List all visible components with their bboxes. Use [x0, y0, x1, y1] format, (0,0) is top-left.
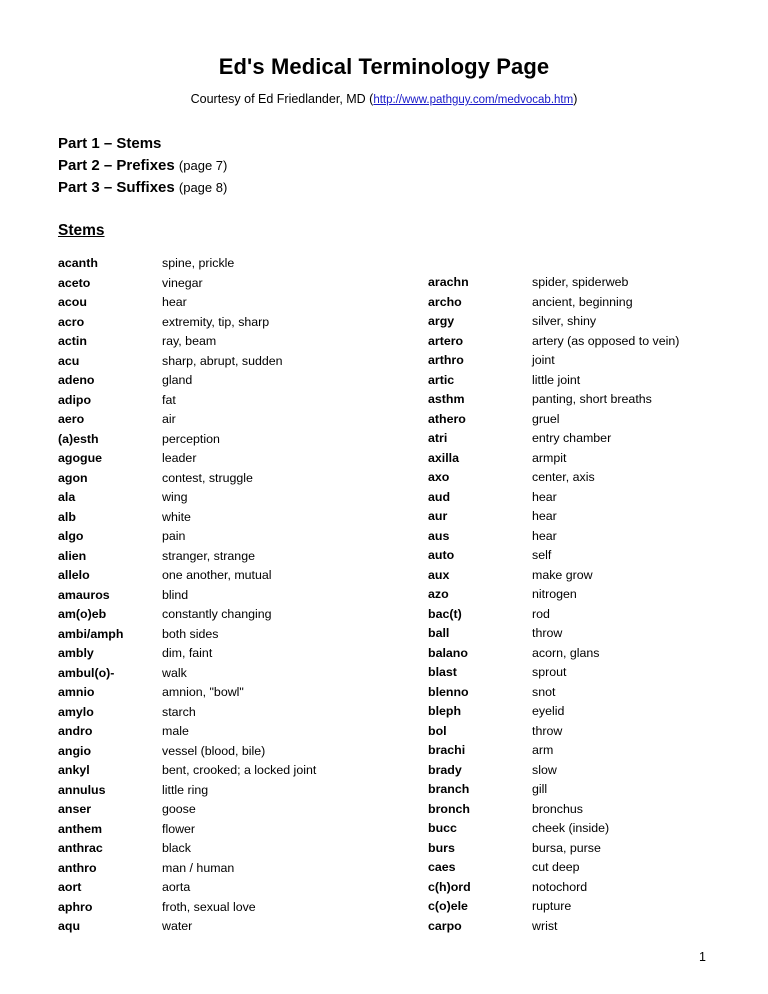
stem-term: arthro [428, 353, 464, 367]
stem-term: argy [428, 314, 455, 328]
stem-term: azo [428, 587, 449, 601]
stems-column-left [58, 254, 384, 937]
stem-entry [58, 742, 384, 762]
stem-term: alb [58, 509, 76, 524]
stem-definition: pain [162, 529, 186, 543]
stem-entry [428, 468, 710, 488]
stem-definition: make grow [532, 567, 593, 582]
stem-definition: white [162, 509, 191, 524]
stem-definition: bursa, purse [532, 840, 601, 855]
stem-definition: froth, sexual love [162, 899, 256, 914]
stem-entry [58, 527, 384, 547]
stem-entry [428, 507, 710, 527]
stem-term: (a)esth [58, 431, 99, 446]
stems-column-right [384, 254, 710, 937]
parts-list [58, 134, 710, 198]
stem-term: aqu [58, 919, 81, 933]
stem-definition: cut deep [532, 860, 580, 874]
stem-definition: black [162, 841, 191, 855]
stem-term: adeno [58, 373, 95, 387]
stem-term: aur [428, 509, 448, 523]
stem-entry [58, 703, 384, 723]
stem-term: algo [58, 529, 84, 543]
stem-term: aud [428, 489, 451, 504]
stem-definition: gruel [532, 411, 560, 426]
stem-entry [428, 410, 710, 430]
stem-term: allelo [58, 568, 90, 582]
part-item [58, 156, 710, 176]
stem-term: acanth [58, 256, 98, 270]
part-label: Part 1 – Stems [58, 135, 162, 152]
stem-term: anthem [58, 821, 103, 836]
stem-entry [58, 625, 384, 645]
stem-term: ambul(o)- [58, 665, 115, 680]
stem-term: angio [58, 743, 92, 758]
stem-definition: blind [162, 587, 189, 602]
stem-entry [428, 371, 710, 391]
stem-definition: amnion, "bowl" [162, 685, 244, 699]
stem-term: aus [428, 528, 450, 543]
stem-term: carpo [428, 918, 462, 933]
part-item [58, 178, 710, 198]
stem-definition: eyelid [532, 704, 565, 718]
stem-term: bronch [428, 801, 470, 816]
stem-term: burs [428, 840, 455, 855]
stem-definition: sharp, abrupt, sudden [162, 353, 283, 368]
stem-definition: gland [162, 373, 193, 387]
stem-entry [58, 371, 384, 391]
stem-term: ambi/amph [58, 626, 124, 641]
stem-definition: joint [532, 353, 555, 367]
stem-definition: bent, crooked; a locked joint [162, 763, 317, 777]
stem-definition: hear [532, 489, 557, 504]
stem-term: acou [58, 295, 87, 309]
stem-term: brachi [428, 743, 466, 757]
stem-definition: spider, spiderweb [532, 275, 629, 289]
stem-term: balano [428, 645, 468, 660]
stem-entry [428, 293, 710, 313]
stem-entry [428, 819, 710, 839]
stem-definition: contest, struggle [162, 470, 253, 485]
stem-definition: gill [532, 782, 548, 796]
stem-entry [58, 274, 384, 294]
stem-term: aphro [58, 899, 93, 914]
stem-entry [58, 488, 384, 508]
stem-definition: slow [532, 762, 557, 777]
stem-term: blenno [428, 684, 469, 699]
stem-entry [428, 897, 710, 917]
medvocab-link[interactable]: http://www.pathguy.com/medvocab.htm [373, 94, 574, 106]
stem-term: aort [58, 880, 82, 894]
stem-entry [58, 410, 384, 430]
stem-entry [428, 605, 710, 625]
stem-definition: little ring [162, 782, 209, 797]
stem-definition: wrist [532, 918, 558, 933]
stem-entry [58, 469, 384, 489]
stem-entry [58, 722, 384, 742]
stem-definition: bronchus [532, 801, 583, 816]
stem-definition: fat [162, 392, 176, 407]
stem-term: auto [428, 548, 455, 562]
stem-term: archo [428, 294, 462, 309]
stem-definition: stranger, strange [162, 548, 255, 563]
stem-definition: acorn, glans [532, 645, 600, 660]
stem-term: branch [428, 782, 470, 796]
stem-definition: extremity, tip, sharp [162, 314, 270, 329]
stem-definition: center, axis [532, 470, 595, 484]
stem-term: ambly [58, 646, 94, 660]
stem-definition: goose [162, 802, 196, 816]
stem-term: bac(t) [428, 606, 462, 621]
stem-entry [58, 683, 384, 703]
stem-definition: nitrogen [532, 587, 577, 601]
stem-entry [428, 741, 710, 761]
stem-definition: constantly changing [162, 607, 272, 621]
stem-term: anthro [58, 860, 97, 875]
stem-definition: air [162, 412, 176, 426]
stem-entry [428, 624, 710, 644]
stem-entry [58, 761, 384, 781]
stem-entry [428, 917, 710, 937]
stem-term: athero [428, 411, 466, 426]
stem-term: aero [58, 412, 85, 426]
stem-definition: starch [162, 704, 196, 719]
stem-definition: silver, shiny [532, 314, 597, 328]
stem-term: alien [58, 548, 87, 563]
stem-definition: notochord [532, 879, 588, 894]
stem-entry [58, 605, 384, 625]
stem-entry [58, 644, 384, 664]
stem-term: c(h)ord [428, 879, 471, 894]
stem-definition: walk [162, 665, 187, 680]
stem-entry [428, 449, 710, 469]
part-page: (page 7) [178, 158, 228, 173]
stem-definition: ancient, beginning [532, 294, 633, 309]
stem-definition: entry chamber [532, 431, 612, 445]
stem-definition: artery (as opposed to vein) [532, 333, 680, 348]
part-page: (page 8) [178, 180, 228, 195]
stem-term: actin [58, 334, 87, 348]
stem-term: agogue [58, 451, 103, 465]
stem-definition: wing [162, 490, 188, 504]
stem-definition: vessel (blood, bile) [162, 743, 266, 758]
stem-entry [428, 761, 710, 781]
stem-entry [58, 293, 384, 313]
stem-term: artic [428, 372, 455, 387]
stem-definition: sprout [532, 665, 567, 679]
stem-term: blast [428, 665, 457, 679]
stem-definition: water [162, 919, 193, 933]
stem-term: c(o)ele [428, 899, 468, 913]
stem-term: asthm [428, 392, 465, 406]
page-title: Ed's Medical Terminology Page [218, 54, 550, 79]
part-label: Part 2 – Prefixes [58, 157, 175, 174]
stem-definition: man / human [162, 860, 235, 875]
stem-entry [58, 547, 384, 567]
stem-entry [58, 800, 384, 820]
section-heading: Stems [58, 222, 105, 239]
stem-definition: arm [532, 743, 554, 757]
stem-entry [58, 820, 384, 840]
stem-entry [428, 527, 710, 547]
stem-entry [428, 312, 710, 332]
stem-term: am(o)eb [58, 607, 107, 621]
stem-entry [428, 332, 710, 352]
stem-entry [58, 859, 384, 879]
stem-entry [428, 273, 710, 293]
stem-entry [428, 585, 710, 605]
stem-definition: leader [162, 451, 197, 465]
stem-term: amauros [58, 587, 110, 602]
stem-entry [58, 878, 384, 898]
stem-term: acro [58, 314, 85, 329]
stem-term: acu [58, 353, 80, 368]
stem-term: caes [428, 860, 456, 874]
stem-entry [58, 781, 384, 801]
stem-definition: vinegar [162, 275, 203, 290]
stem-entry [428, 722, 710, 742]
stem-entry [428, 878, 710, 898]
part-label: Part 3 – Suffixes [58, 179, 175, 196]
stem-definition: aorta [162, 880, 191, 894]
stem-entry [58, 898, 384, 918]
stem-term: bucc [428, 821, 457, 835]
stem-entry [428, 488, 710, 508]
stem-term: bol [428, 723, 447, 738]
stem-definition: panting, short breaths [532, 392, 652, 406]
stem-term: ball [428, 626, 450, 640]
courtesy-line [58, 92, 710, 106]
stem-entry [428, 390, 710, 410]
stem-entry [58, 839, 384, 859]
stem-definition: hear [532, 509, 557, 523]
stem-term: annulus [58, 782, 106, 797]
stem-definition: cheek (inside) [532, 821, 610, 835]
stem-term: arachn [428, 275, 469, 289]
stem-entry [428, 663, 710, 683]
stem-definition: little joint [532, 372, 581, 387]
stem-entry [58, 430, 384, 450]
stem-term: anser [58, 802, 92, 816]
courtesy-prefix: Courtesy of Ed Friedlander, MD ( [190, 92, 374, 106]
stem-entry [428, 780, 710, 800]
stem-term: anthrac [58, 841, 103, 855]
stem-entry [58, 566, 384, 586]
stem-entry [58, 391, 384, 411]
stem-definition: armpit [532, 450, 567, 465]
page-number: 1 [699, 950, 706, 964]
stem-term: brady [428, 762, 462, 777]
stem-entry [428, 546, 710, 566]
stem-definition: throw [532, 626, 563, 640]
stem-definition: snot [532, 684, 556, 699]
stem-term: amylo [58, 704, 94, 719]
stem-definition: self [532, 548, 552, 562]
stem-definition: dim, faint [162, 646, 213, 660]
part-item [58, 134, 710, 154]
stem-entry [58, 449, 384, 469]
stem-definition: perception [162, 431, 220, 446]
stem-definition: hear [532, 528, 557, 543]
stem-entry [428, 683, 710, 703]
stem-entry [58, 352, 384, 372]
stem-term: atri [428, 431, 448, 445]
stems-columns [58, 254, 710, 937]
stem-entry [428, 644, 710, 664]
stem-entry [428, 429, 710, 449]
stem-definition: rod [532, 606, 550, 621]
stem-entry [58, 313, 384, 333]
stem-entry [428, 566, 710, 586]
stem-entry [58, 332, 384, 352]
stem-entry [58, 508, 384, 528]
courtesy-suffix: ) [573, 92, 578, 106]
stem-entry [428, 858, 710, 878]
stem-term: artero [428, 333, 464, 348]
stem-term: amnio [58, 685, 95, 699]
stem-entry [428, 702, 710, 722]
stem-definition: hear [162, 295, 187, 309]
stem-entry [428, 800, 710, 820]
stem-entry [58, 254, 384, 274]
stem-entry [428, 839, 710, 859]
stem-term: agon [58, 470, 88, 485]
stem-definition: throw [532, 723, 563, 738]
stem-term: ankyl [58, 763, 90, 777]
stem-definition: both sides [162, 626, 219, 641]
stem-term: ala [58, 490, 76, 504]
stem-entry [58, 917, 384, 937]
stem-definition: male [162, 724, 189, 738]
stem-definition: spine, prickle [162, 256, 235, 270]
stem-entry [58, 664, 384, 684]
stem-term: axilla [428, 450, 460, 465]
stem-definition: rupture [532, 899, 572, 913]
stem-term: adipo [58, 392, 92, 407]
stem-term: axo [428, 470, 450, 484]
stem-term: bleph [428, 704, 462, 718]
stem-entry [428, 351, 710, 371]
stem-definition: one another, mutual [162, 568, 272, 582]
stem-entry [58, 586, 384, 606]
stem-definition: ray, beam [162, 334, 217, 348]
stem-term: andro [58, 724, 93, 738]
stem-term: aux [428, 567, 450, 582]
stem-definition: flower [162, 821, 196, 836]
stem-term: aceto [58, 275, 91, 290]
